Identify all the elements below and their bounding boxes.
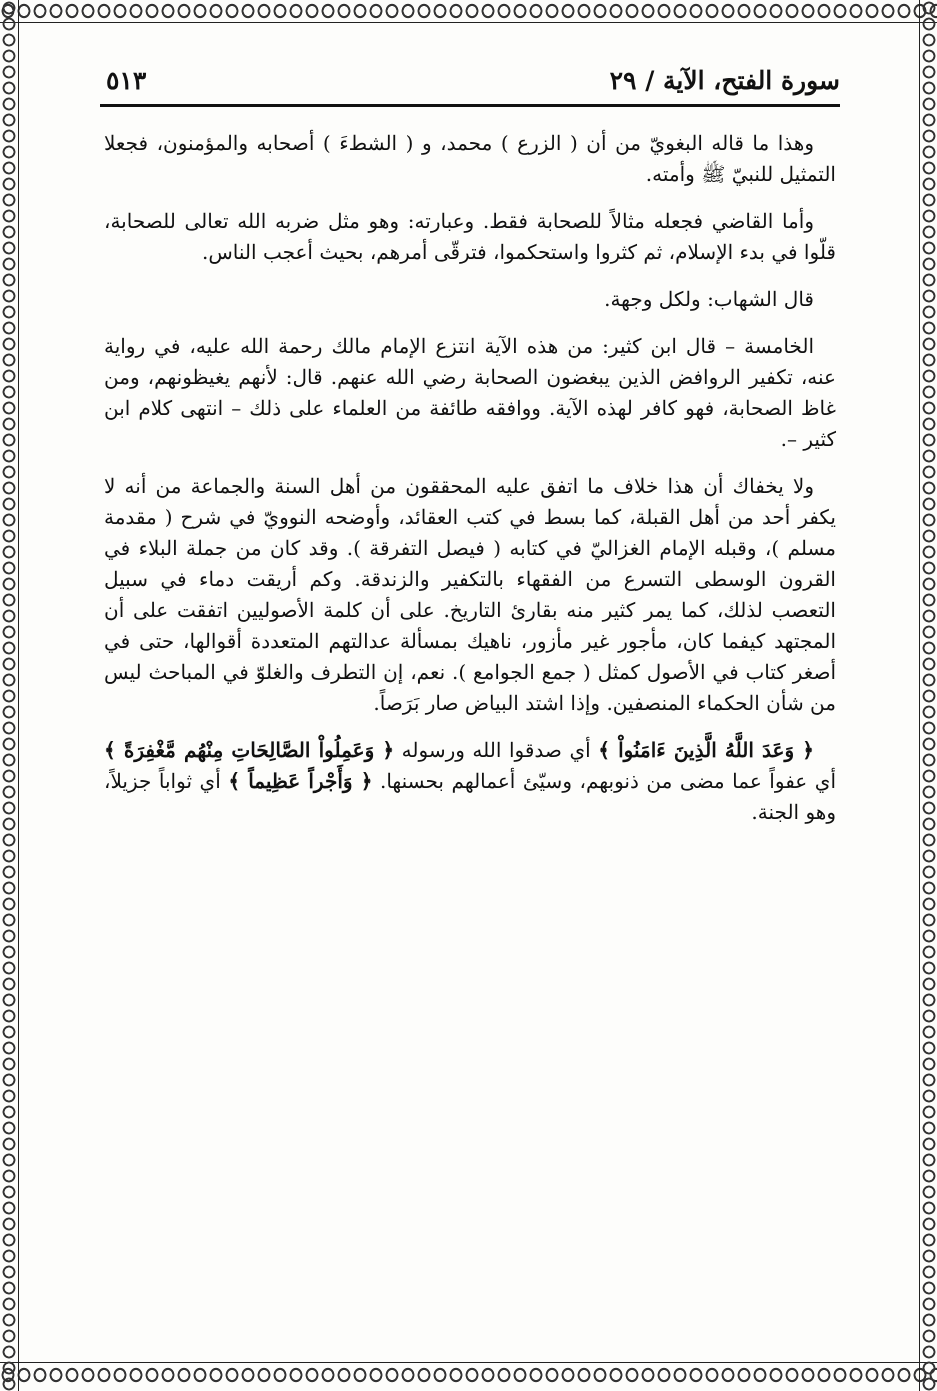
ornamental-border-right	[919, 0, 937, 1391]
paragraph: قال الشهاب: ولكل وجهة.	[604, 287, 814, 311]
running-title: سورة الفتح، الآية / ٢٩	[609, 66, 840, 95]
running-header	[100, 60, 840, 104]
paragraph: وهذا ما قاله البغويّ من أن ( الزرع ) محمد، و ( الشطءَ ) أصحابه والمؤمنون، فجعلا التمثيل للنبيّ ﷺ وأمته.	[104, 131, 836, 186]
verse-commentary-paragraph	[104, 735, 836, 828]
page-number: ٥١٣	[106, 66, 147, 95]
header-rule	[100, 104, 840, 107]
paragraph: الخامسة – قال ابن كثير: من هذه الآية انتزع الإمام مالك رحمة الله عليه، في رواية عنه، تكفير الروافض الذين يبغضون الصحابة رضي الله عنهم. قال: لأنهم يغيظونهم، ومن غاظ الصحابة، فهو كافر لهذه الآية. ووافقه طائفة من العلماء على ذلك – انتهى كلام ابن كثير –.	[104, 334, 836, 451]
commentary-text: أي عفواً عما مضى من ذنوبهم، وسيّئ أعمالهم بحسنها.	[372, 769, 836, 793]
commentary-text: أي ثواباً جزيلاً، وهو الجنة.	[104, 769, 836, 824]
ornamental-border-bottom	[0, 1362, 937, 1387]
quran-verse: ﴿ وَأَجْراً عَظِيماً ﴾	[228, 769, 373, 793]
ornamental-border-left	[0, 0, 19, 1391]
quran-verse: ﴿ وَعَمِلُواْ الصَّالِحَاتِ مِنْهُم مَّغْفِرَةً ﴾	[104, 738, 395, 762]
commentary-text: أي صدقوا الله ورسوله	[394, 738, 599, 762]
page-body	[104, 128, 836, 836]
quran-verse: ﴿ وَعَدَ اللَّهُ الَّذِينَ ءَامَنُواْ ﴾	[598, 738, 814, 762]
paragraph: وأما القاضي فجعله مثالاً للصحابة فقط. وعبارته: وهو مثل ضربه الله تعالى للصحابة، قلّوا في بدء الإسلام، ثم كثروا واستحكموا، فترقّى أمرهم، بحيث أعجب الناس.	[104, 209, 836, 264]
ornamental-border-top	[0, 0, 937, 23]
paragraph: ولا يخفاك أن هذا خلاف ما اتفق عليه المحققون من أهل السنة والجماعة من أنه لا يكفر أحد من أهل القبلة، كما بسط في كتب العقائد، وأوضحه النوويّ في شرح ( مقدمة مسلم )، وقبله الإمام الغزاليّ في كتابه ( فيصل التفرقة ). وقد كان من جملة البلاء في القرون الوسطى التسرع من الفقهاء بالتكفير والزندقة. وكم أريقت دماء في سبيل التعصب لذلك، كما يمر كثير منه بقارئ التاريخ. على أن كلمة الأصوليين اتفقت على أن المجتهد كيفما كان، مأجور غير مأزور، ناهيك بمسألة عدالتهم المتعددة أقوالها، حتى في أصغر كتاب في الأصول كمثل ( جمع الجوامع ). نعم، إن التطرف والغلوّ في المباحث ليس من شأن الحكماء المنصفين. وإذا اشتد البياض صار بَرَصاً.	[104, 474, 836, 715]
